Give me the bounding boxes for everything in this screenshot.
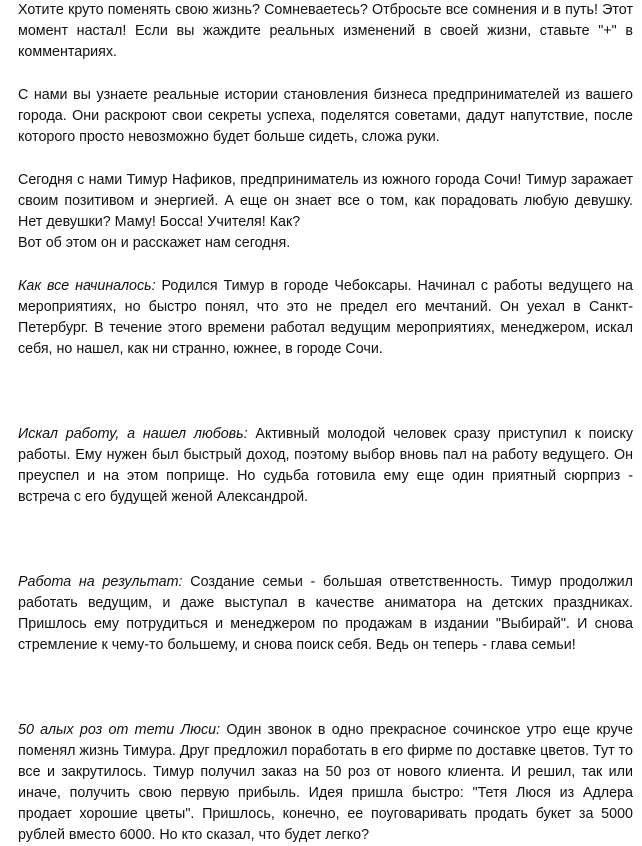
section-gap: [18, 360, 633, 424]
section-heading: Искал работу, а нашел любовь:: [18, 426, 248, 442]
guest-intro-text: Сегодня с нами Тимур Нафиков, предприниматель из южного города Сочи! Тимур заражает своим позитивом и энергией. А еще он знает все о том, как порадовать любую девушку. Нет девушки? Маму! Босса! Учителя! Как?: [18, 172, 633, 230]
paragraph-gap: [18, 148, 633, 170]
section-paragraph: [18, 424, 633, 508]
section-gap: [18, 508, 633, 572]
section-text: Активный молодой человек сразу приступил к поиску работы. Ему нужен был быстрый доход, поэтому выбор вновь пал на работу ведущего. Он преуспел и на этом поприще. Но судьба готовила ему еще один приятный сюрприз - встреча с его будущей женой Александрой.: [18, 426, 633, 505]
paragraph-gap: [18, 63, 633, 85]
section-gap: [18, 656, 633, 720]
section-heading: Как все начиналось:: [18, 278, 156, 294]
about-paragraph: С нами вы узнаете реальные истории становления бизнеса предпринимателей из вашего города. Они раскроют свои секреты успеха, поделятся советами, дадут напутствие, после которого просто невозможно будет больше сидеть, сложа руки.: [18, 87, 633, 145]
section-paragraph: [18, 572, 633, 656]
section-text: Родился Тимур в городе Чебоксары. Начинал с работы ведущего на мероприятиях, но быстро понял, что это не предел его мечтаний. Он уехал в Санкт-Петербург. В течение этого времени работал ведущим мероприятиях, менеджером, искал себя, но нашел, как ни странно, южнее, в городе Сочи.: [18, 278, 633, 357]
section-heading: 50 алых роз от тети Люси:: [18, 722, 221, 738]
section-heading: Работа на результат:: [18, 574, 183, 590]
section-text: Один звонок в одно прекрасное сочинское утро еще круче поменял жизнь Тимура. Друг предложил поработать в его фирме по доставке цветов. Тут то все и закрутилось. Тимур получил заказ на 50 роз от нового клиента. И решил, так или иначе, получить свою первую прибыль. Идея пришла быстро: "Тетя Люся из Адлера продает хорошие цветы". Пришлось, конечно, ее поуговаривать продать букет за 5000 рублей вместо 6000. Но кто сказал, что будет легко?: [18, 722, 633, 843]
paragraph-gap: [18, 254, 633, 276]
section-paragraph: [18, 720, 633, 846]
section-paragraph: [18, 276, 633, 360]
intro-paragraph: Хотите круто поменять свою жизнь? Сомневаетесь? Отбросьте все сомнения и в путь! Этот момент настал! Если вы жаждите реальных изменений в своей жизни, ставьте "+" в комментариях.: [18, 2, 633, 60]
guest-paragraph: [18, 170, 633, 254]
guest-closing-text: Вот об этом он и расскажет нам сегодня.: [18, 235, 291, 251]
section-text: Создание семьи - большая ответственность. Тимур продолжил работать ведущим, и даже выступал в качестве аниматора на детских праздниках. Пришлось ему потрудиться и менеджером по продажам в издании "Выбирай". И снова стремление к чему-то большему, и снова поиск себя. Ведь он теперь - глава семьи!: [18, 574, 633, 653]
